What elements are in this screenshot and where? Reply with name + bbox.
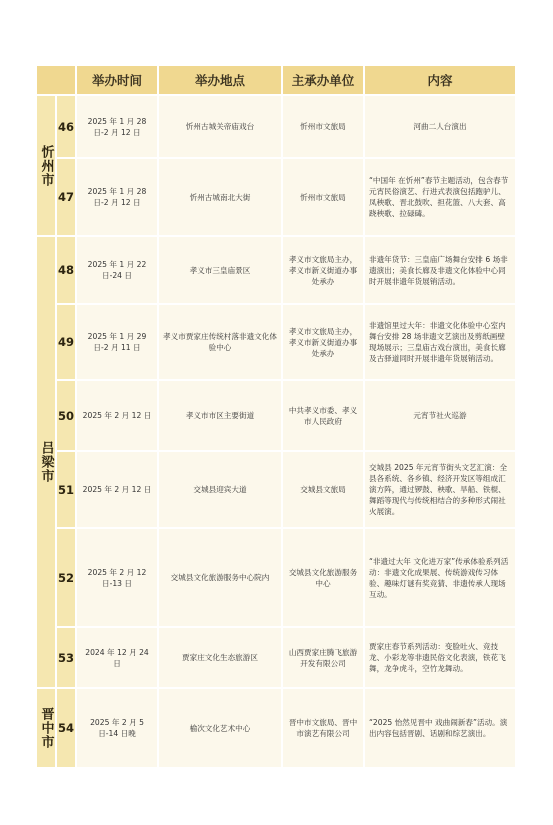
event-place: 孝义市三皇庙景区: [159, 237, 281, 303]
header-content: 内容: [365, 66, 515, 94]
event-place: 忻州古城关帝庙戏台: [159, 96, 281, 157]
event-place: 交城县迎宾大道: [159, 452, 281, 527]
header-corner: [37, 66, 75, 94]
header-org: 主承办单位: [283, 66, 363, 94]
event-content: “中国年 在忻州”春节主题活动，包含春节元宵民俗演艺、行进式表演包括跑驴儿、凤秧歌、晋北鼓吹、担花篮、八大套、高跷秧歌、拉碌碡。: [365, 159, 515, 235]
event-time: 2025 年 2 月 12 日: [77, 452, 157, 527]
row-number: 54: [57, 689, 75, 767]
event-place: 贾家庄文化生态旅游区: [159, 628, 281, 687]
event-time: 2024 年 12 月 24 日: [77, 628, 157, 687]
event-time: 2025 年 1 月 29 日-2 月 11 日: [77, 305, 157, 379]
event-time: 2025 年 2 月 12 日: [77, 381, 157, 450]
row-number: 46: [57, 96, 75, 157]
event-organizer: 中共孝义市委、孝义市人民政府: [283, 381, 363, 450]
row-number: 52: [57, 529, 75, 626]
event-content: 贾家庄春节系列活动：变脸吐火、竞技龙、小彩龙等非遗民俗文化表演，铁花飞舞，龙争虎斗，空竹龙舞动。: [365, 628, 515, 687]
event-content: 河曲二人台演出: [365, 96, 515, 157]
event-organizer: 交城县文化旅游服务中心: [283, 529, 363, 626]
event-place: 孝义市贾家庄传统村落非遗文化体验中心: [159, 305, 281, 379]
event-time: 2025 年 2 月 12 日-13 日: [77, 529, 157, 626]
event-organizer: 孝义市文旅局主办，孝义市新义街道办事处承办: [283, 305, 363, 379]
event-content: “非遗过大年 文化进万家”传承体验系列活动：非遗文化成果展、传统游戏传习体验、趣味灯谜有奖竞猜、非遗传承人现场互动。: [365, 529, 515, 626]
event-content: 交城县 2025 年元宵节街头文艺汇演：全县各系统、各乡镇、经济开发区等组成汇演方阵，通过锣鼓、秧歌、旱船、铁棍、舞蹈等现代与传统相结合的多种形式闹社火展演。: [365, 452, 515, 527]
city-label-lvliang: 吕梁市: [37, 237, 55, 687]
header-time: 举办时间: [77, 66, 157, 94]
event-content: “2025 怡然见晋中 戏曲闹新春”活动。演出内容包括晋剧、话剧和综艺演出。: [365, 689, 515, 767]
event-time: 2025 年 1 月 28 日-2 月 12 日: [77, 96, 157, 157]
row-number: 49: [57, 305, 75, 379]
row-number: 48: [57, 237, 75, 303]
event-place: 交城县文化旅游服务中心院内: [159, 529, 281, 626]
event-organizer: 孝义市文旅局主办，孝义市新义街道办事处承办: [283, 237, 363, 303]
event-place: 孝义市市区主要街道: [159, 381, 281, 450]
event-content: 非遗年货节：三皇庙广场舞台安排 6 场非遗演出；美食长廊及非遗文化体验中心同时开展非遗年货展销活动。: [365, 237, 515, 303]
event-content: 元宵节社火巡游: [365, 381, 515, 450]
event-organizer: 交城县文旅局: [283, 452, 363, 527]
event-time: 2025 年 1 月 22 日-24 日: [77, 237, 157, 303]
city-label-jinzhong: 晋中市: [37, 689, 55, 767]
row-number: 50: [57, 381, 75, 450]
event-organizer: 山西贾家庄腾飞旅游开发有限公司: [283, 628, 363, 687]
row-number: 51: [57, 452, 75, 527]
event-place: 榆次文化艺术中心: [159, 689, 281, 767]
event-organizer: 忻州市文旅局: [283, 159, 363, 235]
row-number: 53: [57, 628, 75, 687]
event-place: 忻州古城南北大街: [159, 159, 281, 235]
header-place: 举办地点: [159, 66, 281, 94]
city-label-xinzhou: 忻州市: [37, 96, 55, 235]
event-time: 2025 年 2 月 5 日-14 日晚: [77, 689, 157, 767]
event-organizer: 晋中市文旅局、晋中市演艺有限公司: [283, 689, 363, 767]
event-organizer: 忻州市文旅局: [283, 96, 363, 157]
event-content: 非遗馆里过大年：非遗文化体验中心室内舞台安排 28 场非遗文艺演出及剪纸画壁现场展示；三皇庙古戏台演出，美食长廊及古驿道同时开展非遗年货展销活动。: [365, 305, 515, 379]
event-time: 2025 年 1 月 28 日-2 月 12 日: [77, 159, 157, 235]
row-number: 47: [57, 159, 75, 235]
